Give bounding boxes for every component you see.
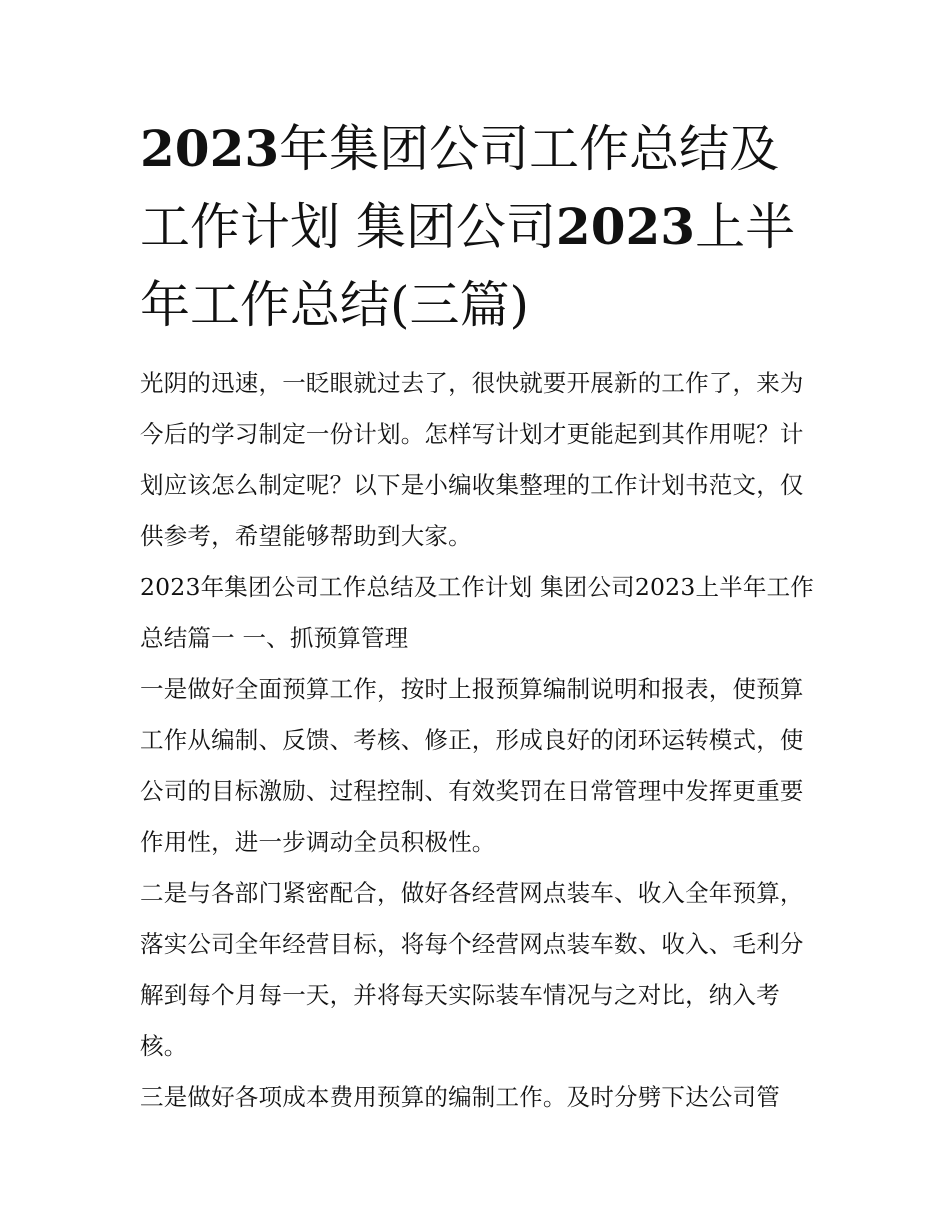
title-year-2: 2023 [555, 197, 696, 256]
title-text-1: 年集团公司工作总结及工作计划 集团公司 [140, 120, 780, 256]
title-year-1: 2023 [140, 119, 280, 178]
paragraph-intro: 光阴的迅速，一眨眼就过去了，很快就要开展新的工作了，来为今后的学习制定一份计划。怎样写计划才更能起到其作用呢？计划应该怎么制定呢？以下是小编收集整理的工作计划书范文，仅供参考，希望能够帮助到大家。 [140, 369, 804, 550]
document-content [140, 110, 820, 1123]
paragraph-item-3: 三是做好各项成本费用预算的编制工作。及时分劈下达公司管 [140, 1083, 780, 1111]
title-text-2: 上半年工作总结(三篇) [140, 198, 796, 334]
paragraph-item-2: 二是与各部门紧密配合，做好各经营网点装车、收入全年预算，落实公司全年经营目标，将每个经营网点装车数、收入、毛利分解到每个月每一天，并将每天实际装车情况与之对比，纳入考核。 [140, 879, 804, 1060]
paragraph-heading: 2023年集团公司工作总结及工作计划 集团公司2023上半年工作总结篇一 一、抓预算管理 [140, 573, 814, 652]
paragraph-item-1: 一是做好全面预算工作，按时上报预算编制说明和报表，使预算工作从编制、反馈、考核、修正，形成良好的闭环运转模式，使公司的目标激励、过程控制、有效奖罚在日常管理中发挥更重要作用性，进一步调动全员积极性。 [140, 675, 804, 856]
document-body [140, 358, 820, 1123]
document-title [140, 110, 820, 344]
